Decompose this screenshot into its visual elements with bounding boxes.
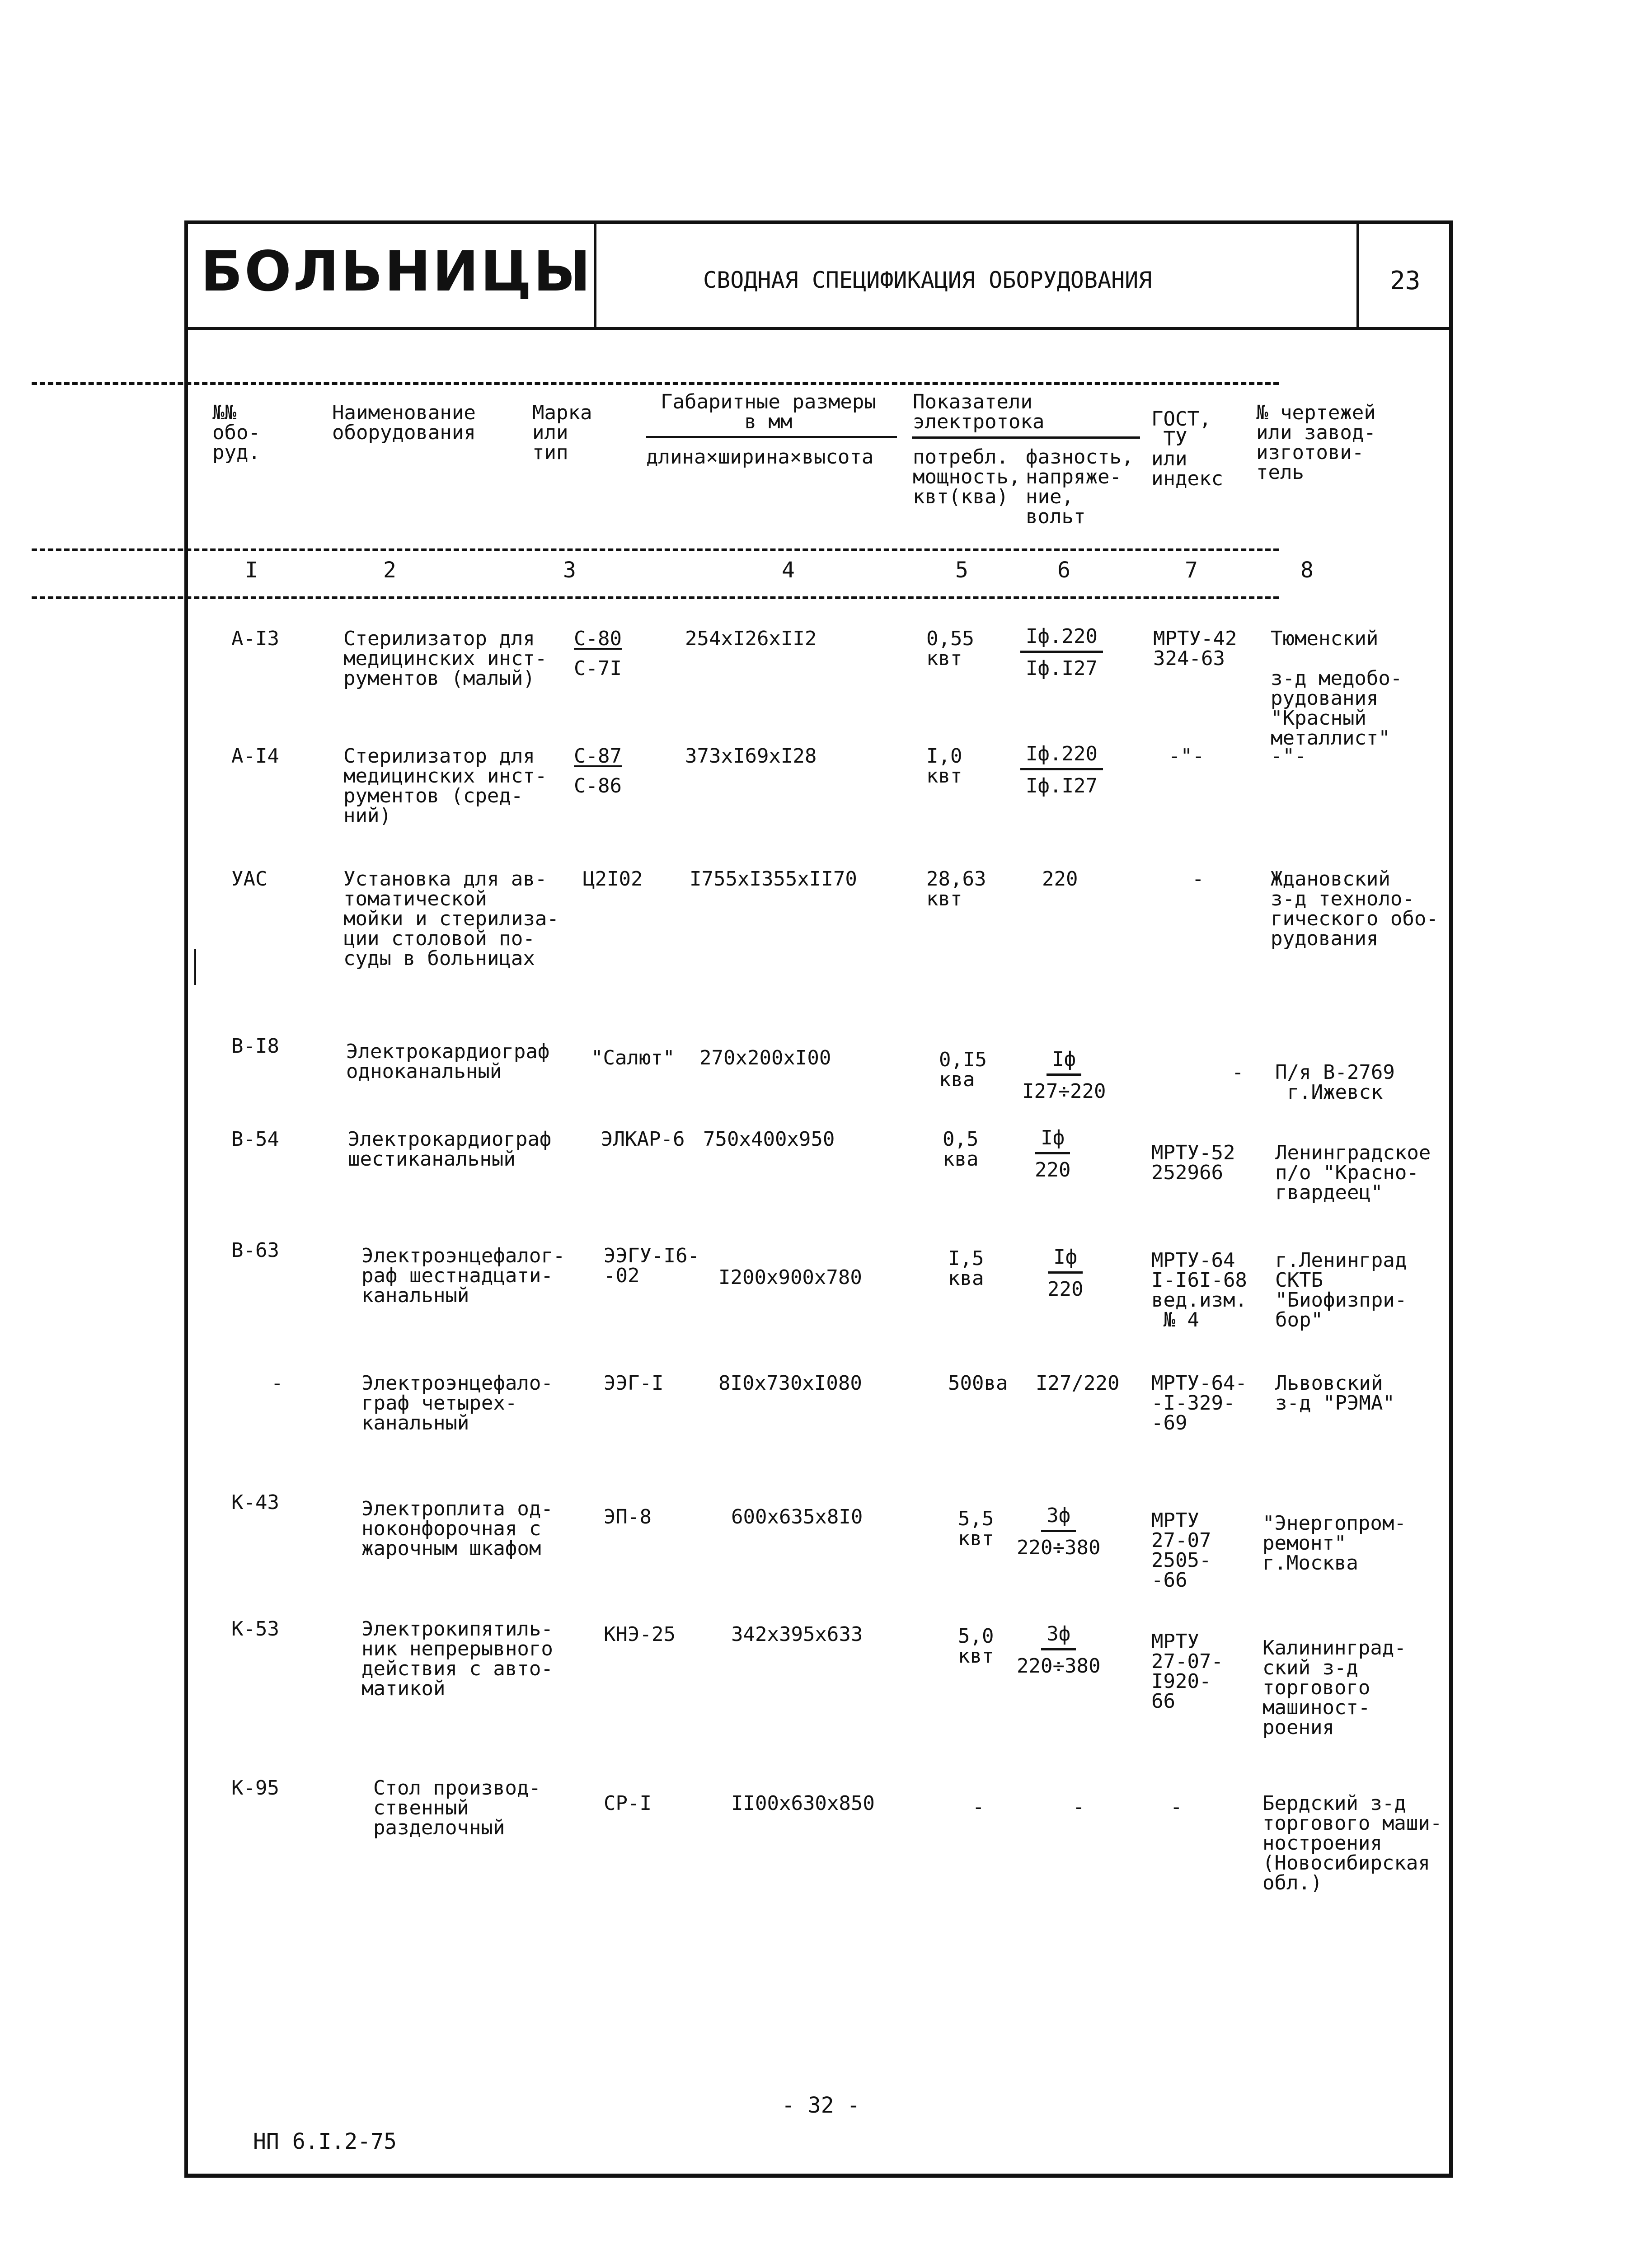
equipment-power: - — [972, 1795, 985, 1818]
equipment-mark-alt: С-7I — [574, 657, 622, 680]
equipment-dimensions: 8I0х730хI080 — [718, 1372, 862, 1395]
equipment-gost: -"- — [1169, 745, 1205, 768]
equipment-code: К-95 — [231, 1776, 279, 1800]
equipment-code: В-I8 — [231, 1035, 279, 1058]
equipment-name: Стерилизатор для медицинских инст- рументов (малый) — [343, 627, 547, 690]
equipment-power: I,0 квт — [926, 745, 962, 787]
column-number: 2 — [383, 558, 396, 583]
equipment-phase: I27/220 — [1036, 1372, 1120, 1395]
equipment-code: УАС — [231, 867, 268, 890]
equipment-gost: МРТУ 27-07- I920- 66 — [1151, 1630, 1223, 1713]
equipment-maker: г.Ленинград СКТБ "Биофизпри- бор" — [1275, 1249, 1407, 1331]
equipment-maker: Тюменский з-д медобо- рудования "Красный металлист" — [1271, 627, 1403, 750]
header-dashed-line — [32, 548, 1279, 551]
equipment-maker: Львовский з-д "РЭМА" — [1275, 1372, 1395, 1415]
equipment-power: I,5 ква — [948, 1247, 984, 1290]
equipment-power: 28,63 квт — [926, 867, 986, 910]
equipment-code: В-54 — [231, 1128, 279, 1151]
equipment-mark: СР-I — [604, 1792, 652, 1815]
equipment-code: А-I3 — [231, 627, 279, 650]
dimensions-rule — [646, 436, 897, 438]
category-title: БОЛЬНИЦЫ — [201, 239, 592, 304]
equipment-dimensions: 373хI69хI28 — [685, 745, 817, 768]
equipment-name: Электроплита од- ноконфорочная с жарочным шкафом — [361, 1497, 553, 1560]
col-header-number: №№ обо- руд. — [212, 401, 260, 464]
equipment-mark: С-80 — [574, 627, 622, 650]
equipment-maker: -"- — [1271, 745, 1307, 768]
sheet-number: 23 — [1390, 266, 1421, 295]
equipment-gost: МРТУ-52 252966 — [1151, 1141, 1235, 1184]
col-header-mark: Марка или тип — [532, 401, 592, 464]
equipment-mark: Ц2I02 — [583, 867, 643, 890]
equipment-name: Электрокипятиль- ник непрерывного действия с авто- матикой — [361, 1617, 553, 1700]
equipment-code: К-53 — [231, 1617, 279, 1640]
equipment-phase: Iф.220 Iф.I27 — [1020, 625, 1103, 680]
equipment-dimensions: 270х200хI00 — [699, 1046, 831, 1069]
electric-rule — [912, 436, 1140, 439]
col-header-gost: ГОСТ, ТУ или индекс — [1151, 408, 1223, 490]
col-header-power: потребл. мощность, квт(ква) — [913, 445, 1021, 508]
column-number: 4 — [782, 558, 795, 583]
equipment-mark-alt: С-86 — [574, 774, 622, 797]
col-header-dimensions-sub: длина×ширина×высота — [646, 445, 874, 469]
equipment-power: 0,55 квт — [926, 627, 974, 670]
column-number: 8 — [1300, 558, 1314, 583]
equipment-name: Электрокардиограф одноканальный — [346, 1040, 550, 1083]
equipment-maker: Ждановский з-д техноло- гического обо- рудования — [1271, 867, 1438, 950]
equipment-name: Стерилизатор для медицинских инст- рументов (сред- ний) — [343, 745, 547, 827]
equipment-power: 500ва — [948, 1372, 1008, 1395]
title-divider — [1356, 224, 1359, 327]
col-header-name: Наименование оборудования — [332, 401, 476, 444]
title-block — [188, 224, 1449, 330]
equipment-code: В-63 — [231, 1239, 279, 1262]
equipment-phase: Iф 220 — [1035, 1126, 1071, 1181]
equipment-maker: П/я В-2769 г.Ижевск — [1275, 1061, 1395, 1104]
document-title: СВОДНАЯ СПЕЦИФИКАЦИЯ ОБОРУДОВАНИЯ — [703, 267, 1152, 293]
equipment-gost: МРТУ-64- -I-329- -69 — [1151, 1372, 1247, 1434]
title-divider — [594, 224, 596, 327]
equipment-name: Электрокардиограф шестиканальный — [348, 1128, 552, 1171]
equipment-gost: МРТУ-64 I-I6I-68 вед.изм. № 4 — [1151, 1249, 1247, 1331]
column-number: I — [245, 558, 258, 583]
equipment-maker: Бердский з-д торгового маши- ностроения (Новосибирская обл.) — [1262, 1792, 1442, 1894]
equipment-power: 0,I5 ква — [939, 1048, 987, 1091]
equipment-code: К-43 — [231, 1491, 279, 1514]
equipment-dimensions: II00х630х850 — [731, 1792, 875, 1815]
equipment-phase: 220 — [1042, 867, 1078, 890]
equipment-phase: Iф I27÷220 — [1022, 1048, 1106, 1103]
equipment-power: 5,5 квт — [958, 1507, 994, 1550]
equipment-dimensions: 254хI26хII2 — [685, 627, 817, 650]
equipment-gost: - — [1192, 867, 1204, 890]
equipment-phase: 3ф 220÷380 — [1017, 1504, 1101, 1559]
equipment-dimensions: 342х395х633 — [731, 1623, 863, 1646]
col-header-dimensions: Габаритные размеры в мм — [661, 390, 876, 433]
equipment-dimensions: I755хI355хII70 — [690, 867, 857, 890]
equipment-mark: ЭЛКАР-6 — [601, 1128, 685, 1151]
equipment-gost: - — [1170, 1795, 1183, 1818]
equipment-phase: Iф.220 Iф.I27 — [1020, 743, 1103, 797]
equipment-mark: ЭЭГ-I — [604, 1372, 664, 1395]
equipment-maker: "Энергопром- ремонт" г.Москва — [1262, 1512, 1406, 1575]
equipment-mark: С-87 — [574, 745, 622, 768]
equipment-dimensions: I200х900х780 — [718, 1266, 862, 1289]
equipment-gost: - — [1232, 1061, 1244, 1084]
header-dashed-line — [32, 382, 1279, 385]
equipment-name: Установка для ав- томатической мойки и стерилиза- ции столовой по- суды в больницах — [343, 867, 559, 970]
col-header-maker: № чертежей или завод- изготови- тель — [1256, 401, 1376, 484]
equipment-power: 5,0 квт — [958, 1625, 994, 1668]
equipment-phase: - — [1073, 1795, 1085, 1818]
equipment-phase: 3ф 220÷380 — [1017, 1622, 1101, 1678]
equipment-mark: ЭП-8 — [604, 1505, 652, 1528]
equipment-name: Стол производ- ственный разделочный — [373, 1776, 541, 1839]
equipment-mark: ЭЭГУ-I6- -02 — [604, 1244, 699, 1287]
col-header-phase: фазность, напряже- ние, вольт — [1026, 445, 1134, 528]
margin-mark — [194, 949, 196, 985]
equipment-dimensions: 600х635х8I0 — [731, 1505, 863, 1528]
equipment-power: 0,5 ква — [943, 1128, 979, 1171]
equipment-phase: Iф 220 — [1047, 1246, 1084, 1301]
column-number: 7 — [1185, 558, 1198, 583]
header-dashed-line — [32, 596, 1279, 599]
equipment-gost: МРТУ 27-07 2505- -66 — [1151, 1509, 1211, 1592]
equipment-code: - — [271, 1372, 283, 1395]
col-header-electric: Показатели электротока — [913, 390, 1045, 433]
document-code: НП 6.I.2-75 — [253, 2129, 397, 2154]
equipment-maker: Калининград- ский з-д торгового машиност- роения — [1262, 1636, 1406, 1739]
equipment-code: А-I4 — [231, 745, 279, 768]
column-number: 6 — [1057, 558, 1070, 583]
equipment-maker: Ленинградское п/о "Красно- гвардеец" — [1275, 1141, 1431, 1204]
equipment-mark: КНЭ-25 — [604, 1623, 676, 1646]
column-number: 3 — [563, 558, 576, 583]
column-number: 5 — [955, 558, 968, 583]
equipment-mark: "Салют" — [591, 1046, 675, 1069]
equipment-name: Электроэнцефалог- раф шестнадцати- канальный — [361, 1244, 565, 1307]
equipment-dimensions: 750х400х950 — [703, 1128, 835, 1151]
page-number: - 32 - — [782, 2093, 860, 2118]
equipment-gost: МРТУ-42 324-63 — [1153, 627, 1237, 670]
equipment-name: Электроэнцефало- граф четырех- канальный — [361, 1372, 553, 1434]
